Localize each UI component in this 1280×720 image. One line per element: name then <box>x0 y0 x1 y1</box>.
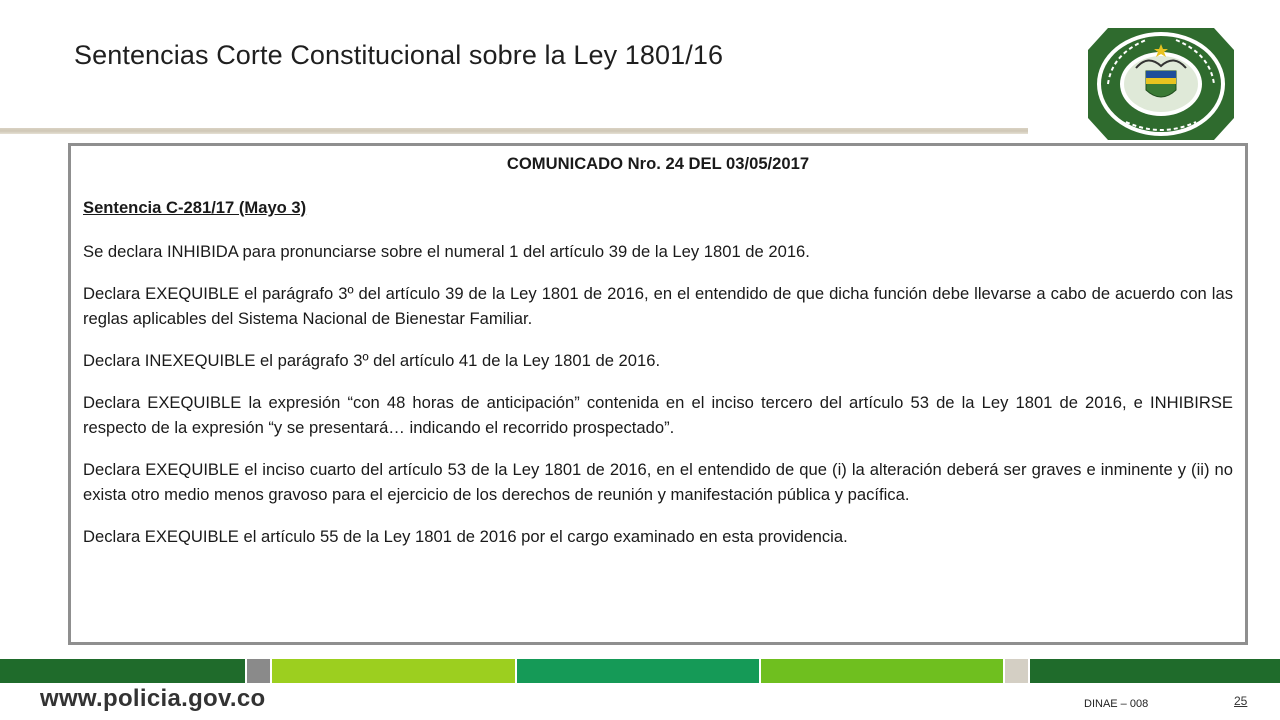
page-number: 25 <box>1234 694 1248 708</box>
footer-bar-segment <box>761 659 1003 683</box>
ruling-paragraph: Declara EXEQUIBLE la expresión “con 48 horas de anticipación” contenida en el inciso tercero del artículo 53 de la Ley 1801 de 2016, e INHIBIRSE respecto de la expresión “y se presentará… indicando el recorrido prospectado”. <box>83 393 1233 437</box>
ruling-paragraph: Se declara INHIBIDA para pronunciarse sobre el numeral 1 del artículo 39 de la Ley 1801 de 2016. <box>83 242 810 261</box>
ruling-paragraph: Declara EXEQUIBLE el artículo 55 de la Ley 1801 de 2016 por el cargo examinado en esta providencia. <box>83 527 848 546</box>
ruling-paragraph: Declara EXEQUIBLE el inciso cuarto del artículo 53 de la Ley 1801 de 2016, en el entendido de que (i) la alteración deberá ser graves e inminente y (ii) no exista otro medio menos gravoso para el ejercicio de los derechos de reunión y manifestación pública y pacífica. <box>83 460 1233 504</box>
footer-color-bars <box>0 659 1280 683</box>
title-underline <box>0 128 1028 134</box>
communique-text <box>83 151 1233 549</box>
sentence-reference: Sentencia C-281/17 (Mayo 3) <box>83 198 307 217</box>
footer-bar-segment <box>517 659 759 683</box>
footer-bar-segment <box>1030 659 1280 683</box>
slide-title: Sentencias Corte Constitucional sobre la Ley 1801/16 <box>74 40 724 70</box>
footer-bar-segment <box>272 659 515 683</box>
communique-heading: COMUNICADO Nro. 24 DEL 03/05/2017 <box>506 154 810 173</box>
footer-bar-segment <box>247 659 270 683</box>
ruling-paragraph: Declara EXEQUIBLE el parágrafo 3º del artículo 39 de la Ley 1801 de 2016, en el entendido de que dicha función debe llevarse a cabo de acuerdo con las reglas aplicables del Sistema Nacional de Bienestar Familiar. <box>83 284 1233 328</box>
footer-code: DINAE – 008 <box>1084 698 1149 710</box>
footer-bar-segment <box>0 659 245 683</box>
policia-nacional-emblem <box>1086 24 1236 144</box>
website-url[interactable]: www.policia.gov.co <box>40 685 266 712</box>
ruling-paragraph: Declara INEXEQUIBLE el parágrafo 3º del artículo 41 de la Ley 1801 de 2016. <box>83 351 661 370</box>
communique-box <box>68 143 1248 645</box>
footer-bar-segment <box>1005 659 1028 683</box>
